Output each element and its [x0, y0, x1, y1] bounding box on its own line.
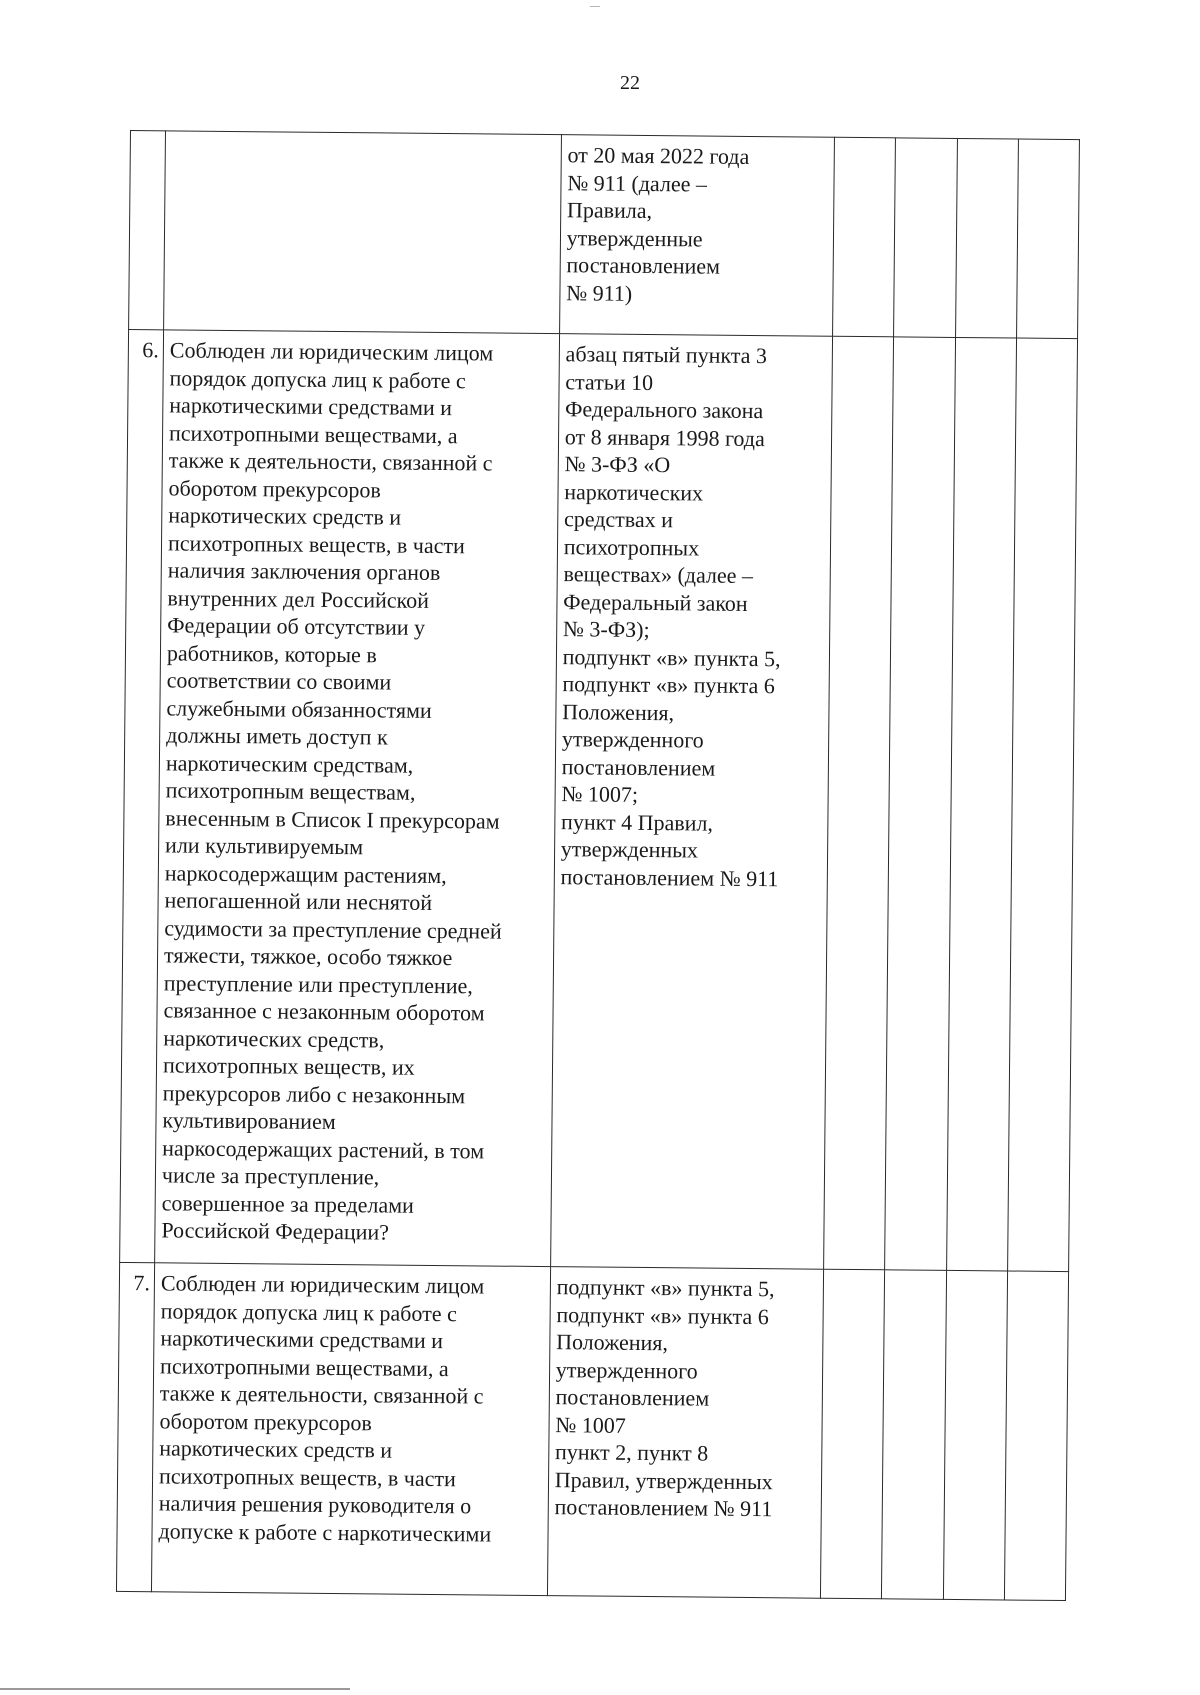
text-line: № 911): [566, 279, 633, 306]
row-number-cell: [129, 131, 166, 330]
text-line: утвержденного: [555, 1356, 698, 1384]
text-line: пункт 4 Правил,: [561, 808, 714, 836]
text-line: № 1007: [555, 1411, 626, 1438]
text-line: порядок допуска лиц к работе с: [169, 364, 466, 393]
text-line: числе за преступление,: [161, 1162, 380, 1190]
text-line: Положения,: [562, 698, 675, 725]
note-cell: [1016, 139, 1079, 339]
text-line: психотропных веществ, их: [162, 1052, 415, 1080]
row-number-cell: 7.: [116, 1262, 154, 1591]
text-line: служебными обязанностями: [166, 694, 432, 723]
text-line: работников, которые в: [166, 639, 377, 667]
checklist-table: [116, 130, 1080, 1601]
text-line: наркотических средств и: [168, 502, 402, 530]
text-line: Соблюден ли юридическим лицом: [160, 1270, 485, 1299]
answer-not-applicable-cell: [943, 1270, 1007, 1600]
text-line: непогашенной или неснятой: [164, 887, 433, 915]
text-line: наличия заключения органов: [167, 557, 441, 585]
text-line: внесенным в Список I прекурсорам: [165, 804, 500, 834]
text-line: постановлением: [561, 753, 716, 781]
text-line: подпункт «в» пункта 5,: [556, 1274, 775, 1302]
note-cell: [1007, 338, 1077, 1272]
answer-yes-cell: [824, 336, 894, 1270]
text-line: совершенное за пределами: [161, 1189, 414, 1218]
text-line: Правил, утвержденных: [554, 1466, 773, 1494]
answer-no-cell: [885, 337, 955, 1271]
text-line: психотропных веществ, в части: [167, 529, 465, 558]
page-number: 22: [620, 72, 640, 94]
question-cell: [164, 131, 562, 334]
answer-no-cell: [882, 1270, 946, 1600]
text-line: также к деятельности, связанной с: [168, 447, 493, 476]
scan-artifact-bottom-edge: [0, 1688, 350, 1690]
text-line: № 911 (далее –: [567, 169, 708, 197]
text-line: психотропными веществами, а: [168, 419, 458, 448]
text-line: от 20 мая 2022 года: [567, 142, 750, 169]
text-line: наркотическим средствам,: [165, 749, 414, 778]
answer-yes-cell: [833, 137, 896, 337]
text-line: Российской Федерации?: [161, 1217, 390, 1245]
text-line: или культивируемым: [165, 832, 364, 860]
answer-no-cell: [894, 138, 957, 338]
text-line: связанное с незаконным оборотом: [163, 997, 485, 1026]
checklist-table-body: [116, 131, 1079, 1601]
question-cell: [151, 1263, 550, 1596]
text-line: средствах и: [563, 506, 674, 533]
text-line: постановлением № 911: [560, 863, 779, 891]
text-line: также к деятельности, связанной с: [159, 1380, 484, 1409]
text-line: оборотом прекурсоров: [168, 474, 381, 502]
text-line: оборотом прекурсоров: [159, 1407, 373, 1435]
text-line: внутренних дел Российской: [167, 584, 430, 613]
text-line: постановлением № 911: [554, 1494, 773, 1522]
text-line: № 3-ФЗ);: [562, 616, 650, 643]
legal-reference-cell: [547, 1267, 823, 1599]
text-line: Положения,: [556, 1329, 669, 1356]
text-line: пункт 2, пункт 8: [554, 1439, 709, 1466]
text-line: подпункт «в» пункта 5,: [562, 643, 781, 671]
text-line: психотропными веществами, а: [160, 1352, 449, 1381]
scan-artifact-top: [590, 6, 600, 7]
legal-reference-cell: [550, 334, 832, 1270]
text-line: абзац пятый пункта 3: [565, 341, 768, 369]
text-line: утвержденного: [561, 726, 704, 753]
text-line: Федерального закона: [564, 396, 764, 424]
text-line: Соблюден ли юридическим лицом: [169, 337, 494, 366]
text-line: Федеральный закон: [563, 588, 748, 616]
text-line: культивированием: [162, 1107, 336, 1135]
text-line: постановлением: [555, 1384, 710, 1411]
legal-reference-cell: [559, 135, 834, 337]
text-line: № 1007;: [561, 781, 639, 807]
text-line: от 8 января 1998 года: [564, 423, 765, 451]
text-line: психотропных: [563, 533, 700, 560]
text-line: № 3-ФЗ «О: [564, 451, 671, 478]
table-row-7: [116, 1262, 1068, 1600]
text-line: подпункт «в» пункта 6: [556, 1301, 769, 1329]
answer-not-applicable-cell: [946, 337, 1016, 1271]
text-line: должны иметь доступ к: [166, 722, 388, 750]
text-line: психотропных веществ, в части: [158, 1462, 456, 1491]
text-line: тяжести, тяжкое, особо тяжкое: [163, 942, 453, 971]
text-line: наличия решения руководителя о: [158, 1490, 472, 1519]
text-line: Правила,: [566, 197, 653, 224]
text-line: порядок допуска лиц к работе с: [160, 1297, 457, 1326]
table-row-continuation: [129, 131, 1080, 339]
text-line: наркотических: [564, 478, 704, 506]
text-line: веществах» (далее –: [563, 561, 754, 589]
text-line: Федерации об отсутствии у: [167, 612, 426, 640]
row-number-cell: 6.: [120, 329, 164, 1262]
text-line: постановлением: [566, 252, 721, 279]
text-line: наркосодержащих растений, в том: [162, 1134, 485, 1163]
text-line: наркосодержащим растениям,: [164, 859, 447, 888]
text-line: подпункт «в» пункта 6: [562, 671, 775, 699]
text-line: наркотических средств и: [159, 1435, 393, 1463]
text-line: статьи 10: [565, 368, 654, 395]
text-line: прекурсоров либо с незаконным: [162, 1079, 466, 1108]
question-cell: [155, 330, 560, 1267]
answer-yes-cell: [821, 1269, 885, 1599]
text-line: допуске к работе с наркотическими: [158, 1517, 492, 1547]
table-row-6: [120, 329, 1078, 1271]
text-line: наркотическими средствами и: [160, 1325, 444, 1354]
text-line: преступление или преступление,: [163, 969, 473, 998]
text-line: наркотическими средствами и: [169, 392, 453, 421]
answer-not-applicable-cell: [955, 138, 1018, 338]
text-line: утвержденные: [566, 224, 703, 252]
text-line: психотропным веществам,: [165, 777, 416, 805]
text-line: соответствии со своими: [166, 667, 392, 695]
text-line: судимости за преступление средней: [164, 914, 502, 944]
note-cell: [1004, 1271, 1068, 1601]
text-line: утвержденных: [560, 836, 699, 863]
text-line: наркотических средств,: [163, 1024, 385, 1052]
